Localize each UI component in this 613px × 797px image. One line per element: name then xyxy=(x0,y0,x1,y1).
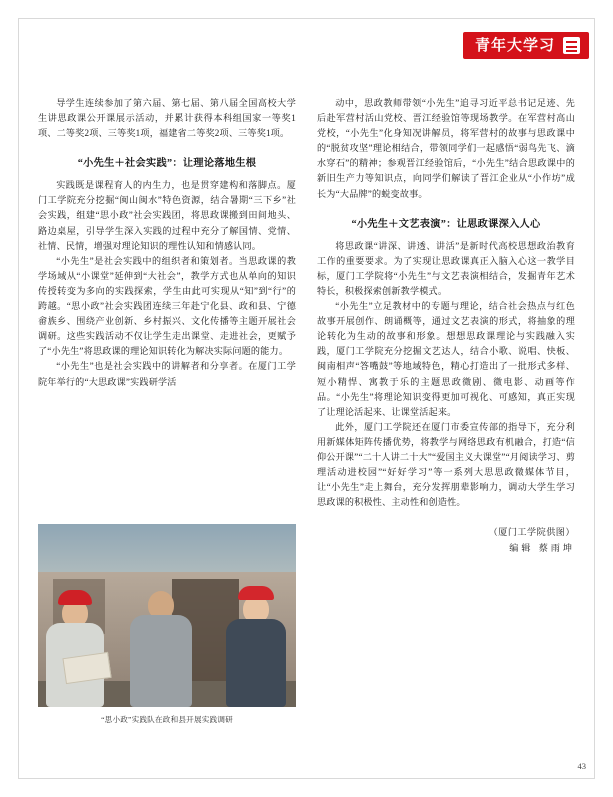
brand-title: 青年大学习 xyxy=(474,37,555,54)
photo-person-student-right xyxy=(226,586,286,707)
paragraph: “小先生”立足教材中的专题与理论，结合社会热点与红色故事开展创作、朗诵概等，通过文艺表演的形式，将抽象的理论转化为生动的故事和形象。想想思政课理论与实践融入实践，厦门工学院充分挖掘文艺达人，结合小歌、说唱、快板、闽南相声“答嘴鼓”等地域特色，精心打造出了一批形式多样、短小精悍、寓教于乐的主题思政微剧、微电影、动画等作品。“小先生”将理论知识变得更加可视化、可感知，真正实现了让理论活起来、让课堂活起来。 xyxy=(317,301,575,417)
section-heading-performance: “小先生＋文艺表演”：让思政课深入人心 xyxy=(351,218,541,230)
paragraph: 此外，厦门工学院还在厦门市委宣传部的指导下，充分利用新媒体矩阵传播优势，将教学与网络思政有机融合，打造“信仰公开课”“二十人讲二十大”“爱国主义大课堂”“月阅读学习、剪理活动进校园”“好好学习”等一系列大思思政微媒体节目，让“小先生”走上舞台，充分发挥朋辈影响力，调动大学生学习思政课的积极性、主动性和创造性。 xyxy=(317,421,575,508)
article-signature xyxy=(317,524,575,556)
paragraph: 动中，思政教师带领“小先生”追寻习近平总书记足迹、先后赴军营村活山党校、晋江经验馆等现场教学。在军营村高山党校，“小先生”化身知况讲解员，将军营村的故事与思政课中的“脱贫攻坚”理论相结合，带领同学们一起感悟“弱鸟先飞、滴水穿石”的精神；参观晋江经验馆后，“小先生”结合思政课中的新旧生产力等知识点，向同学们解读了晋江企业从“小作坊”成长为“大品牌”的蜕变故事。 xyxy=(317,98,575,199)
photo-credit: （厦门工学院供图） xyxy=(488,527,575,538)
photo-torso xyxy=(226,619,286,707)
figure-block xyxy=(38,524,296,725)
right-column xyxy=(317,96,575,751)
photo-torso xyxy=(130,615,192,707)
article-columns xyxy=(38,96,575,751)
page-number: 43 xyxy=(577,761,586,771)
left-column xyxy=(38,96,296,751)
editor-credit: 编辑 蔡雨坤 xyxy=(509,543,575,554)
paragraph: 实践既是课程育人的内生力，也是贯穿建构和落脚点。厦门工学院充分挖掘“闽山闽水”特色资源，结合暑期“三下乡”社会实践，组建“思小政”社会实践团，将思政课搬到田间地头、路边桌屋，引导学生深入实践的过程中充分了解国情、党情、社情、民情，增强对理论知识的理性认知和情感认同。 xyxy=(38,180,296,251)
photo-person-villager xyxy=(130,591,192,707)
paragraph: 将思政课“讲深、讲透、讲活”是新时代高校思想政治教育工作的重要要求。为了实现让思政课真正入脑入心这一教学目标，厦门工学院将“小先生”与文艺表演相结合，发掘青年艺术特长，积极探索创新教学模式。 xyxy=(317,240,575,296)
paragraph: “小先生”也是社会实践中的讲解者和分享者。在厦门工学院年举行的“大思政课”实践研学活 xyxy=(38,361,296,387)
brand-logo xyxy=(463,32,589,59)
red-cap-icon xyxy=(238,586,274,600)
paragraph: 导学生连续参加了第六届、第七届、第八届全国高校大学生讲思政课公开课展示活动，并累计获得本科组国家一等奖1项、二等奖2项、三等奖1项，福建省二等奖2项、三等奖1项。 xyxy=(38,98,296,139)
practice-team-photo xyxy=(38,524,296,707)
red-cap-icon xyxy=(58,590,92,605)
figure-caption: “思小政”实践队在政和县开展实践调研 xyxy=(101,715,233,724)
section-heading-practice: “小先生＋社会实践”：让理论落地生根 xyxy=(77,158,257,170)
photo-person-student-left xyxy=(46,590,104,707)
menu-mark-icon xyxy=(563,37,580,54)
paragraph: “小先生”是社会实践中的组织者和策划者。当思政课的教学场域从“小课堂”延伸到“大社会”，教学方式也从单向的知识传授转变为多向的实践探索，学生由此可实现从“知”到“行”的跨越。“思小政”社会实践团连续三年赴宁化县、政和县、宁德畲族乡、围绕产业创新、乡村振兴、文化传播等主题开展社会调研。这些实践活动不仅让学生走出课堂、走进社会，更赋予了“小先生”将思政课的理论知识转化为解决实际问题的能力。 xyxy=(38,255,296,357)
